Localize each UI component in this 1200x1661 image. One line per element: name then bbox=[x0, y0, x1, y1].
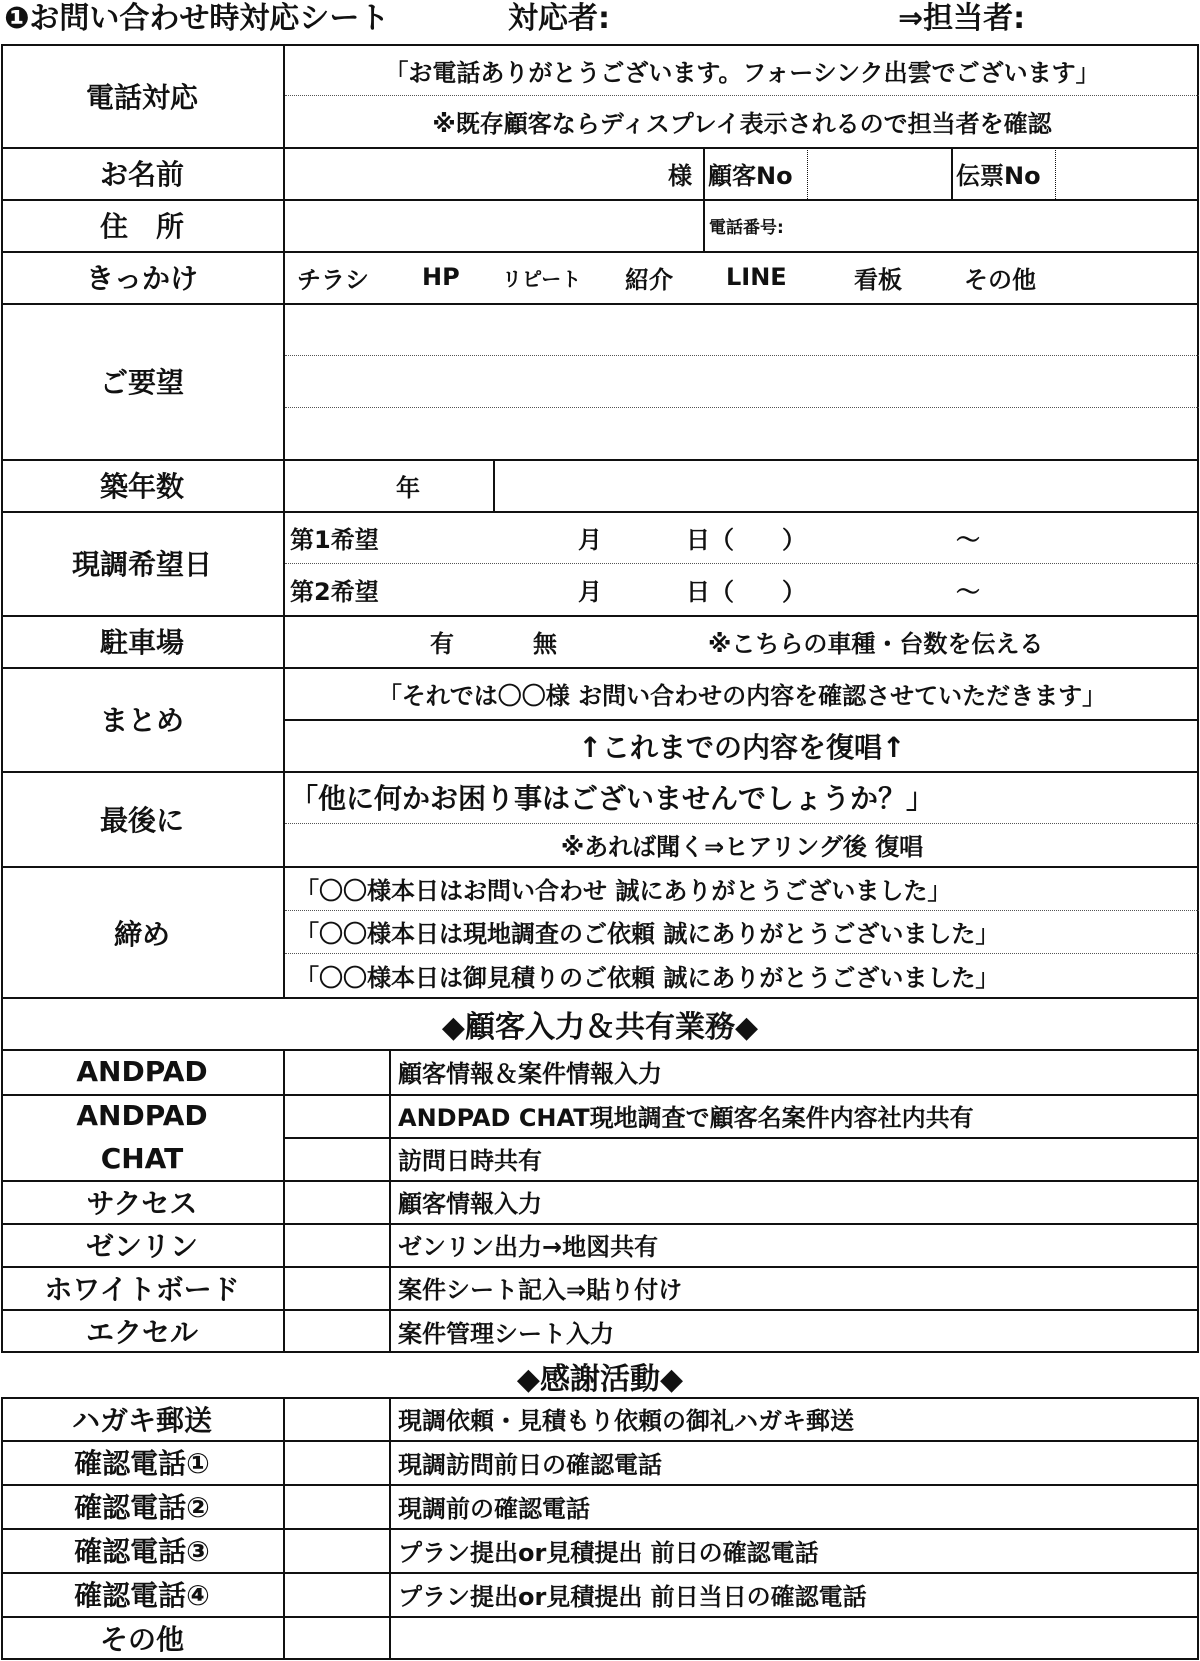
parking-note: ※こちらの車種・台数を伝える bbox=[708, 629, 1044, 658]
trigger-option-other[interactable]: その他 bbox=[964, 265, 1036, 294]
sheet-title: ❶お問い合わせ時対応シート bbox=[4, 1, 390, 36]
excel-label: エクセル bbox=[85, 1316, 198, 1349]
trigger-option-repeat[interactable]: リピート bbox=[502, 266, 582, 291]
name-label: お名前 bbox=[99, 158, 184, 191]
andpad-chat-label-line2: CHAT bbox=[100, 1142, 184, 1175]
building-age-unit: 年 bbox=[396, 473, 420, 502]
first-choice-label: 第1希望 bbox=[290, 525, 379, 554]
closing-line-3: 「〇〇様本日は御見積りのご依頼 誠にありがとうございました」 bbox=[295, 963, 1000, 992]
responder-label: 対応者: bbox=[508, 1, 610, 36]
closing-label: 締め bbox=[113, 917, 170, 951]
trigger-option-referral[interactable]: 紹介 bbox=[625, 265, 673, 294]
phone-number-label: 電話番号: bbox=[709, 217, 784, 238]
first-choice-tilde: ～ bbox=[956, 525, 980, 554]
zenrin-label: ゼンリン bbox=[85, 1229, 198, 1263]
phone-greeting: 「お電話ありがとうございます。フォーシンク出雲でございます」 bbox=[384, 59, 1100, 87]
postcard-label: ハガキ郵送 bbox=[71, 1403, 212, 1437]
confirm-call-1-task: 現調訪問前日の確認電話 bbox=[398, 1450, 662, 1479]
survey-date-label: 現調希望日 bbox=[71, 548, 212, 581]
second-choice-month: 月 bbox=[578, 577, 602, 606]
parking-label: 駐車場 bbox=[99, 626, 184, 659]
confirm-call-3-task: プラン提出or見積提出 前日の確認電話 bbox=[398, 1538, 819, 1567]
second-choice-tilde: ～ bbox=[956, 577, 980, 606]
slip-no-label: 伝票No bbox=[956, 161, 1041, 190]
first-choice-day: 日（ ） bbox=[686, 525, 806, 554]
other-label: その他 bbox=[99, 1623, 184, 1656]
second-choice-label: 第2希望 bbox=[290, 577, 379, 606]
trigger-label: きっかけ bbox=[85, 262, 198, 295]
request-label: ご要望 bbox=[99, 366, 184, 399]
confirm-call-4-label: 確認電話④ bbox=[74, 1579, 210, 1612]
postcard-task: 現調依頼・見積もり依頼の御礼ハガキ郵送 bbox=[398, 1407, 854, 1435]
finally-line-2: ※あれば聞く⇒ヒアリング後 復唱 bbox=[560, 833, 924, 861]
andpad-chat-label-line1: ANDPAD bbox=[76, 1099, 208, 1132]
customer-input-title: ◆顧客入力＆共有業務◆ bbox=[441, 1010, 759, 1045]
summary-line-2: ↑これまでの内容を復唱↑ bbox=[578, 730, 906, 764]
trigger-option-flyer[interactable]: チラシ bbox=[297, 265, 369, 294]
confirm-call-4-task: プラン提出or見積提出 前日当日の確認電話 bbox=[398, 1582, 867, 1611]
finally-label: 最後に bbox=[99, 803, 184, 837]
whiteboard-label: ホワイトボード bbox=[44, 1272, 240, 1306]
closing-line-1: 「〇〇様本日はお問い合わせ 誠にありがとうございました」 bbox=[295, 877, 952, 905]
confirm-call-2-task: 現調前の確認電話 bbox=[398, 1494, 590, 1523]
trigger-option-line[interactable]: LINE bbox=[726, 263, 787, 291]
building-age-label: 築年数 bbox=[99, 470, 184, 503]
parking-yes[interactable]: 有 bbox=[430, 629, 454, 658]
success-task: 顧客情報入力 bbox=[398, 1190, 542, 1218]
other-task bbox=[390, 1616, 398, 1660]
thanks-title: ◆感謝活動◆ bbox=[516, 1362, 684, 1397]
success-label: サクセス bbox=[86, 1186, 198, 1220]
zenrin-task: ゼンリン出力→地図共有 bbox=[398, 1233, 659, 1261]
phone-note: ※既存顧客ならディスプレイ表示されるので担当者を確認 bbox=[432, 110, 1052, 138]
andpad-chat-task-1: ANDPAD CHAT現地調査で顧客名案件内容社内共有 bbox=[398, 1104, 974, 1132]
closing-line-2: 「〇〇様本日は現地調査のご依頼 誠にありがとうございました」 bbox=[295, 920, 1000, 948]
trigger-option-signboard[interactable]: 看板 bbox=[854, 265, 902, 294]
parking-no[interactable]: 無 bbox=[533, 629, 557, 658]
phone-label: 電話対応 bbox=[85, 80, 198, 114]
andpad-label: ANDPAD bbox=[76, 1055, 208, 1088]
confirm-call-1-label: 確認電話① bbox=[74, 1447, 210, 1480]
first-choice-month: 月 bbox=[578, 525, 602, 554]
confirm-call-3-label: 確認電話③ bbox=[74, 1535, 210, 1568]
andpad-chat-task-2: 訪問日時共有 bbox=[398, 1147, 542, 1175]
whiteboard-task: 案件シート記入⇒貼り付け bbox=[398, 1276, 683, 1304]
honorific-label: 様 bbox=[668, 161, 692, 190]
confirm-call-2-label: 確認電話② bbox=[74, 1491, 210, 1524]
customer-no-label: 顧客No bbox=[708, 161, 793, 190]
summary-label: まとめ bbox=[99, 704, 184, 737]
excel-task: 案件管理シート入力 bbox=[398, 1319, 614, 1348]
andpad-task: 顧客情報＆案件情報入力 bbox=[398, 1060, 662, 1088]
assignee-label: ⇒担当者: bbox=[898, 1, 1026, 36]
trigger-option-hp[interactable]: HP bbox=[422, 263, 460, 291]
finally-line-1: 「他に何かお困り事はございませんでしょうか？」 bbox=[290, 782, 935, 815]
second-choice-day: 日（ ） bbox=[686, 577, 806, 606]
address-label: 住 所 bbox=[99, 210, 184, 243]
summary-line-1: 「それでは〇〇様 お問い合わせの内容を確認させていただきます」 bbox=[377, 681, 1107, 710]
